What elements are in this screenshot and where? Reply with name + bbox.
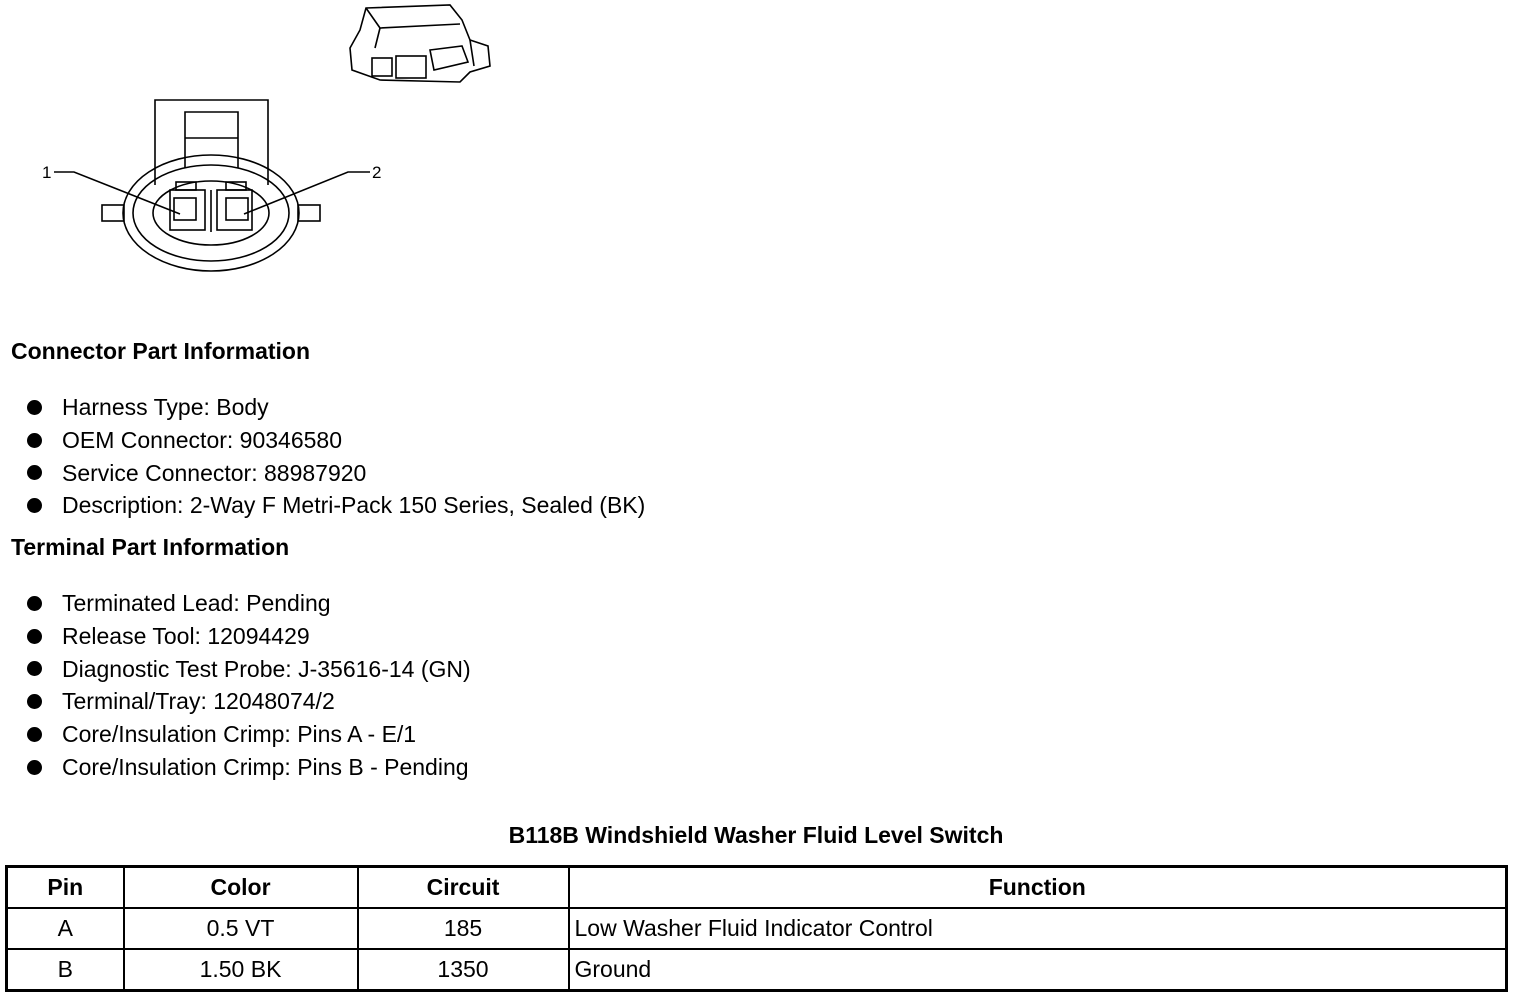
list-item: Core/Insulation Crimp: Pins B - Pending bbox=[27, 751, 471, 784]
bullet-icon bbox=[27, 498, 42, 513]
list-item: Diagnostic Test Probe: J-35616-14 (GN) bbox=[27, 653, 471, 686]
cell-function: Ground bbox=[569, 949, 1507, 991]
list-item: Terminated Lead: Pending bbox=[27, 587, 471, 620]
cell-color: 0.5 VT bbox=[124, 908, 358, 949]
bullet-icon bbox=[27, 596, 42, 611]
table-header-row bbox=[7, 867, 1507, 909]
bullet-icon bbox=[27, 760, 42, 775]
bullet-icon bbox=[27, 694, 42, 709]
header-circuit: Circuit bbox=[358, 867, 569, 909]
pin-label-1: 1 bbox=[42, 163, 52, 182]
connector-part-info-list bbox=[27, 391, 645, 522]
connector-diagram bbox=[30, 0, 500, 290]
terminal-part-info-heading: Terminal Part Information bbox=[11, 534, 290, 560]
table-row bbox=[7, 908, 1507, 949]
terminal-part-info-list bbox=[27, 587, 471, 784]
bullet-icon bbox=[27, 661, 42, 676]
cell-circuit: 185 bbox=[358, 908, 569, 949]
list-item: Service Connector: 88987920 bbox=[27, 457, 645, 490]
cell-circuit: 1350 bbox=[358, 949, 569, 991]
table-row bbox=[7, 949, 1507, 991]
list-item: Terminal/Tray: 12048074/2 bbox=[27, 685, 471, 718]
header-pin: Pin bbox=[7, 867, 124, 909]
cell-pin: B bbox=[7, 949, 124, 991]
header-color: Color bbox=[124, 867, 358, 909]
cell-pin: A bbox=[7, 908, 124, 949]
list-item: Description: 2-Way F Metri-Pack 150 Series, Sealed (BK) bbox=[27, 489, 645, 522]
list-item: Harness Type: Body bbox=[27, 391, 645, 424]
list-item: OEM Connector: 90346580 bbox=[27, 424, 645, 457]
bullet-icon bbox=[27, 433, 42, 448]
bullet-icon bbox=[27, 727, 42, 742]
bullet-icon bbox=[27, 465, 42, 480]
cell-function: Low Washer Fluid Indicator Control bbox=[569, 908, 1507, 949]
connector-face-view bbox=[53, 100, 369, 273]
cell-color: 1.50 BK bbox=[124, 949, 358, 991]
bullet-icon bbox=[27, 400, 42, 415]
table-title: B118B Windshield Washer Fluid Level Switch bbox=[508, 822, 1004, 848]
bullet-icon bbox=[27, 629, 42, 644]
pin-label-2: 2 bbox=[372, 163, 382, 182]
header-function: Function bbox=[569, 867, 1507, 909]
list-item: Release Tool: 12094429 bbox=[27, 620, 471, 653]
pinout-table bbox=[5, 865, 1508, 992]
connector-part-info-heading: Connector Part Information bbox=[11, 338, 311, 364]
connector-3d-thumbnail bbox=[350, 5, 490, 82]
list-item: Core/Insulation Crimp: Pins A - E/1 bbox=[27, 718, 471, 751]
